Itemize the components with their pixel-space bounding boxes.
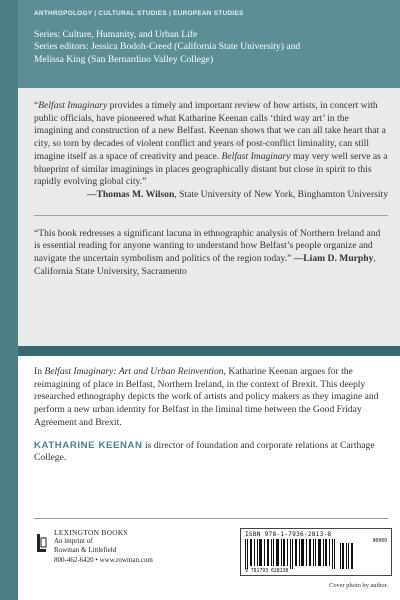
series-line-2: Series editors: Jessica Bodoh-Creed (California State University) and [34, 41, 301, 53]
publisher-line-2: An imprint of [54, 537, 93, 546]
author-name: KATHARINE KEENAN [34, 439, 143, 451]
endorser-name-1: —Thomas M. Wilson [86, 188, 175, 200]
bottom-band [18, 518, 400, 600]
cover-photo-credit: Cover photo by author. [329, 582, 388, 589]
book-full-title: Belfast Imaginary: Art and Urban Reinvention, [44, 366, 226, 377]
publisher-contact: 800-462-6420 • www.rowman.com [54, 555, 153, 564]
endorsement-2 [34, 228, 388, 279]
endorsement-1-text-a: provides a timely and important review of how artists, in concert with public officials, have pioneered what Katharine Keenan calls ‘third way art’ in the imagining and construction of a new Belfast. Keenan shows that we can all take heart that a city, so torn by decades of violent conflict and years of post-conflict liminality, can still imagine itself as a space of creativity and peace. [34, 100, 386, 162]
endorser-name-2: —Liam D. Murphy [293, 253, 374, 265]
isbn-barcode-box [240, 528, 392, 576]
publisher-line-3: Rowman & Littlefield [54, 546, 117, 555]
book-description [34, 366, 388, 430]
author-bio-text: is director of foundation and corporate relations at Carthage College. [34, 439, 375, 464]
price-addon: 90000 [372, 539, 387, 544]
series-line-1: Series: Culture, Humanity, and Urban Life [34, 29, 198, 40]
barcode-digits: 9 781793 628138 [245, 569, 289, 574]
description-intro: In [34, 366, 45, 377]
bottom-rule [34, 518, 388, 519]
endorsement-2-text: “This book redresses a significant lacuna in ethnographic analysis of Northern Ireland and is essential reading for anyone wanting to understand how Belfast’s people organize and navigate the uncertain symbolism and politics of the region today.” [34, 227, 381, 265]
subject-categories: ANTHROPOLOGY | CULTURAL STUDIES | EUROPEAN STUDIES [34, 10, 244, 17]
endorsement-divider [34, 215, 388, 216]
publisher-info [54, 528, 153, 565]
book-title-ref-2: Belfast Imaginary [221, 150, 291, 162]
endorser-affiliation-1: , State University of New York, Binghamton University [174, 188, 388, 200]
top-band [18, 0, 400, 88]
endorsement-1-attribution [34, 189, 388, 202]
publisher-logo-icon [34, 532, 48, 554]
description-band [18, 356, 400, 518]
book-title-ref: Belfast Imaginary [38, 100, 108, 111]
endorsements-band [18, 88, 400, 346]
publisher-name: LEXINGTON BOOKS [54, 528, 128, 537]
barcode-icon [245, 539, 355, 569]
endorser-affiliation-2: , California State University, Sacramento [34, 253, 376, 277]
series-line-3: Melissa King (San Bernardino Valley College) [34, 53, 214, 65]
series-info [34, 29, 386, 66]
description-text: Katharine Keenan argues for the reimagining of place in Belfast, Northern Ireland, in the context of Brexit. This deeply researched ethnography depicts the work of artists and policy makers as they imagine and perform a new urban identity for Belfast in the liminal time between the Good Friday Agreement and Brexit. [34, 366, 379, 428]
endorsement-1: “Belfast Imaginary provides a timely and important review of how artists, in concert with public officials, have pioneered what Katharine Keenan calls ‘third way art’ in the imagining and construction of a new Belfast. Keenan shows that we can all take heart that a city, so torn by decades of violent conflict and years of post-conflict liminality, can still imagine itself as a space of creativity and peace. Belfast Imaginary may very well serve as a blueprint of similar imaginings in places geographically distant but close in spirit to this rapidly evolving global city.” [34, 100, 388, 188]
author-bio [34, 440, 388, 465]
dark-teal-band [18, 346, 400, 356]
isbn-label: ISBN 978-1-7936-2813-8 [245, 531, 332, 538]
left-teal-strip [0, 0, 18, 600]
endorsement-1-text-b: may very well serve as a blueprint of similar imaginings in places geographically distant but close in spirit to this rapidly evolving global city.” [34, 150, 388, 188]
